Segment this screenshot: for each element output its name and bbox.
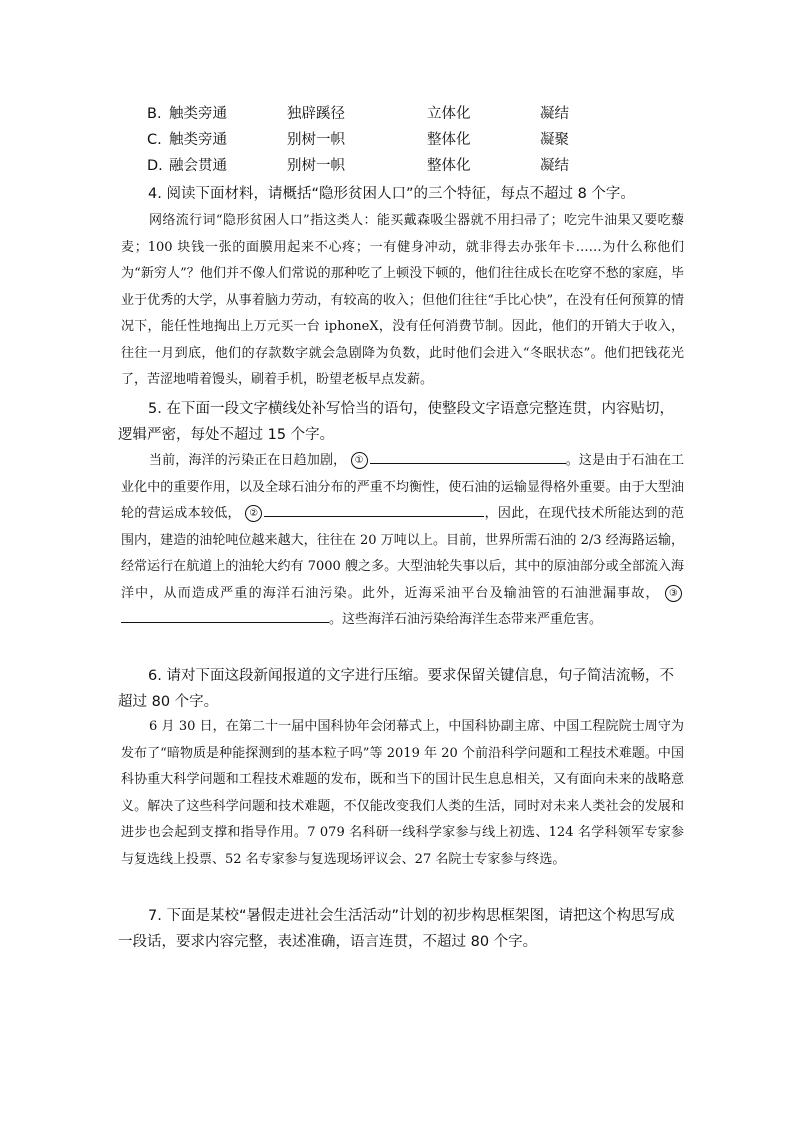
option-word-3: 立体化 xyxy=(427,106,471,122)
option-letter: C. xyxy=(147,132,162,148)
passage-text: ，因此，在现代技术所能达到的范围内，建造的油轮吨位越来越大，往往在 20 万吨以上。目前，世界所需石油的 2/3 经海路运输，经常运行在航道上的油轮大约有 7000 艘之多。大型油轮失事以后，其中的原油部分或全部流入海洋中，从而造成严重的海洋石油污染。此外，近海采油平台及输油管的石油泄漏事故， xyxy=(121,506,684,601)
option-word-2: 别树一帜 xyxy=(287,132,345,148)
question-5-passage xyxy=(121,448,684,634)
blank-marker-1: ① xyxy=(351,452,368,469)
option-word-3: 整体化 xyxy=(427,132,471,148)
option-letter: D. xyxy=(147,158,163,174)
answer-blank-1[interactable] xyxy=(370,448,566,464)
blank-marker-2: ② xyxy=(245,505,262,522)
question-4-passage: 网络流行词“隐形贫困人口”指这类人：能买戴森吸尘器就不用扫帚了；吃完牛油果又要吃藜麦；100 块钱一张的面膜用起来不心疼；一有健身冲动，就非得去办张年卡……为什么称他们为“新穷人”？他们并不像人们常说的那种吃了上顿没下顿的，他们往往成长在吃穿不愁的家庭，毕业于优秀的大学，从事着脑力劳动，有较高的收入；但他们往往“手比心快”，在没有任何预算的情况下，能任性地掏出上万元买一台 iphoneX，没有任何消费节制。因此，他们的开销大于收入，往往一月到底，他们的存款数字就会急剧降为负数，此时他们会进入“冬眠状态”。他们把钱花光了，苦涩地啃着馒头，刷着手机，盼望老板早点发薪。 xyxy=(121,213,684,387)
passage-text: 。这是由于石油在工业化中的重要作用，以及全球石油分布的严重不均衡性，使石油的运输显得格外重要。由于大型油轮的营运成本较低， xyxy=(121,453,684,521)
question-6: 6. 请对下面这段新闻报道的文字进行压缩。要求保留关键信息，句子简洁流畅，不超过 80 个字。 xyxy=(118,668,674,710)
question-4: 4. 阅读下面材料，请概括“隐形贫困人口”的三个特征，每点不超过 8 个字。 xyxy=(148,186,635,202)
option-word-3: 整体化 xyxy=(427,158,471,174)
option-word-2: 独辟蹊径 xyxy=(287,106,345,122)
option-word-4: 凝结 xyxy=(540,106,569,122)
passage-text: 当前，海洋的污染正在日趋加剧， xyxy=(149,453,347,468)
option-word-1: 融会贯通 xyxy=(169,158,227,174)
question-5: 5. 在下面一段文字横线处补写恰当的语句，使整段文字语意完整连贯，内容贴切，逻辑严密，每处不超过 15 个字。 xyxy=(118,401,674,443)
option-word-1: 触类旁通 xyxy=(169,106,227,122)
blank-marker-3: ③ xyxy=(665,585,682,602)
question-6-passage: 6 月 30 日，在第二十一届中国科协年会闭幕式上，中国科协副主席、中国工程院院士周守为发布了“暗物质是种能探测到的基本粒子吗”等 2019 年 20 个前沿科学问题和工程技术难题。中国科协重大科学问题和工程技术难题的发布，既和当下的国计民生息息相关，又有面向未来的战略意义。解决了这些科学问题和技术难题，不仅能改变我们人类的生活，同时对未来人类社会的发展和进步也会起到支撑和指导作用。7 079 名科研一线科学家参与线上初选、124 名学科领军专家参与复选线上投票、52 名专家参与复选现场评议会、27 名院士专家参与终选。 xyxy=(121,719,684,867)
option-word-4: 凝聚 xyxy=(540,132,569,148)
answer-blank-3[interactable] xyxy=(121,607,329,623)
question-7: 7. 下面是某校“暑假走进社会生活活动”计划的初步构思框架图，请把这个构思写成一段话，要求内容完整，表述准确，语言连贯，不超过 80 个字。 xyxy=(118,908,675,950)
option-word-4: 凝结 xyxy=(540,158,569,174)
option-word-2: 别树一帜 xyxy=(287,158,345,174)
passage-text: 。这些海洋石油污染给海洋生态带来严重危害。 xyxy=(329,612,603,627)
option-word-1: 触类旁通 xyxy=(169,132,227,148)
option-letter: B. xyxy=(147,106,162,122)
answer-blank-2[interactable] xyxy=(264,501,484,517)
